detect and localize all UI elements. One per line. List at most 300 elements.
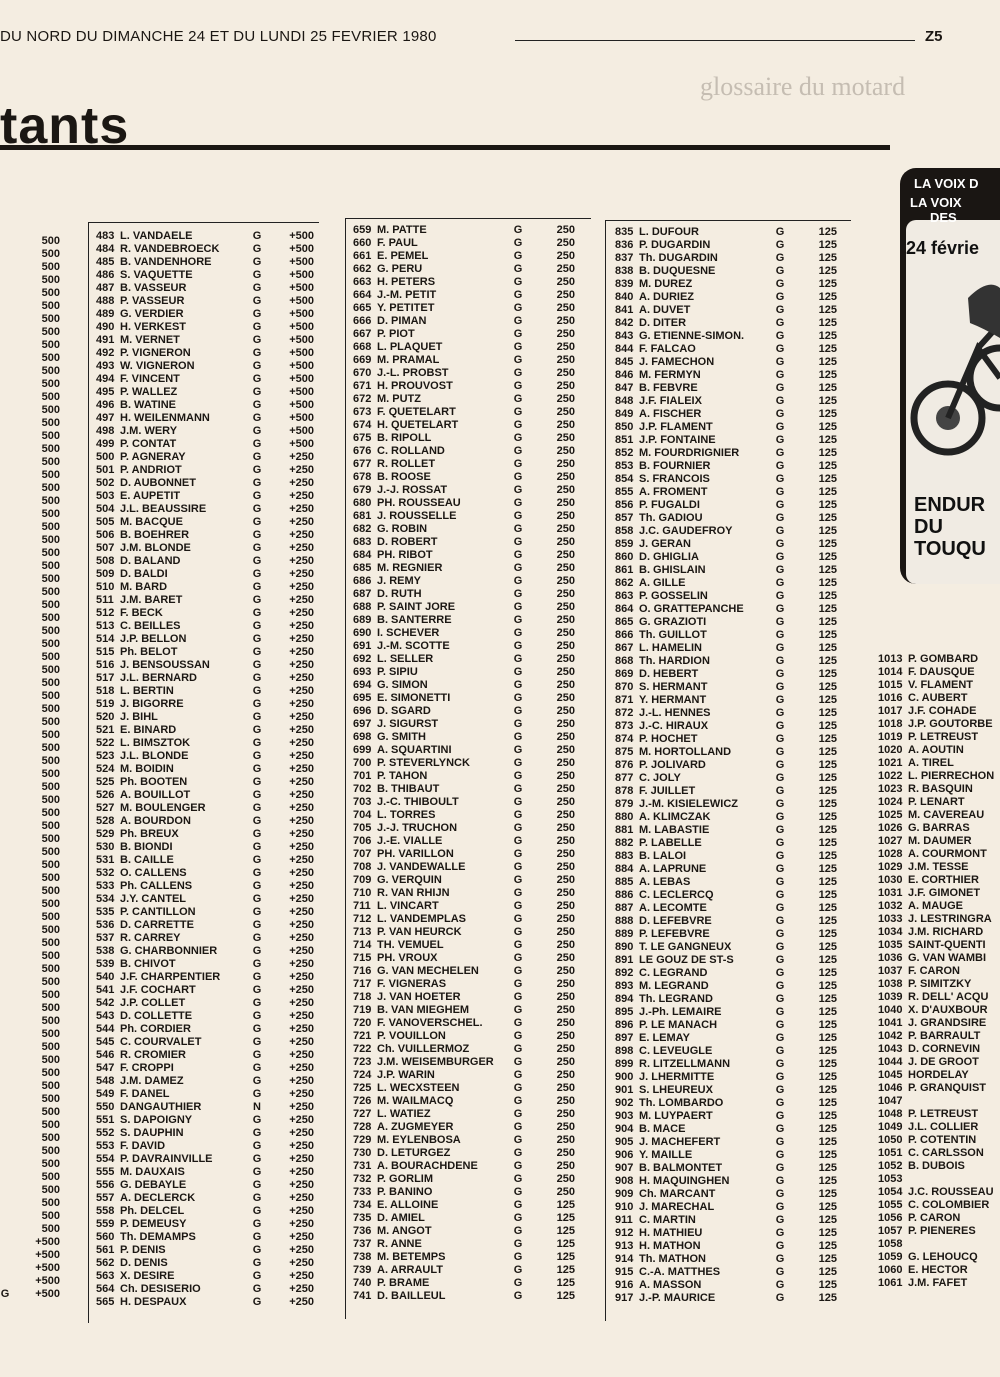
entrant-number: 513	[96, 620, 115, 632]
entrant-category: G	[513, 900, 523, 912]
entrant-row	[615, 564, 837, 577]
entrant-category: G	[513, 497, 523, 509]
entrant-row	[615, 668, 837, 681]
entrant-category: G	[252, 1023, 262, 1035]
entrant-name: Ph. DELCEL	[120, 1205, 185, 1217]
entrant-category: G	[775, 317, 785, 329]
entrant-displacement: +250	[289, 594, 314, 606]
entrant-displacement: 125	[818, 1175, 837, 1187]
entrant-category	[0, 768, 10, 781]
entrant-category	[0, 352, 10, 365]
entrant-row	[615, 798, 837, 811]
entrant-category: G	[775, 759, 785, 771]
entrant-displacement: 500	[41, 1028, 60, 1040]
entrant-displacement: +500	[35, 1288, 60, 1300]
entrant-displacement: 250	[556, 497, 575, 509]
entrant-number: 554	[96, 1153, 115, 1165]
entrant-name: G. ROBIN	[377, 523, 428, 535]
entrant-row	[353, 1160, 575, 1173]
entrant-row	[0, 768, 62, 781]
entrant-displacement: 125	[818, 1136, 837, 1148]
entrant-category: G	[0, 1288, 10, 1300]
entrant-displacement: 250	[556, 432, 575, 444]
entrant-category	[0, 1158, 10, 1171]
entrant-name: P. VAN HEURCK	[377, 926, 462, 938]
entrant-displacement: 125	[818, 330, 837, 342]
entrant-category: G	[775, 707, 785, 719]
entrant-row	[353, 939, 575, 952]
entrant-category	[0, 1080, 10, 1093]
entrant-row	[96, 373, 314, 386]
entrant-row	[878, 1108, 1000, 1121]
entrant-row	[353, 289, 575, 302]
entrant-name: B. FOURNIER	[639, 460, 711, 472]
entrant-category: G	[775, 1149, 785, 1161]
entrant-displacement: 500	[41, 885, 60, 897]
entrant-number: 512	[96, 607, 115, 619]
entrant-number: 911	[615, 1214, 633, 1226]
entrant-displacement: +250	[289, 1088, 314, 1100]
entrant-number: 1021	[878, 757, 903, 769]
entrant-number: 732	[353, 1173, 372, 1185]
entrant-row	[615, 876, 837, 889]
entrant-category: G	[252, 1270, 262, 1282]
entrant-displacement: 250	[556, 1186, 575, 1198]
entrant-number: 500	[96, 451, 115, 463]
entrant-row	[615, 356, 837, 369]
entrant-category: G	[252, 594, 262, 606]
entrant-number: 1015	[878, 679, 903, 691]
entrant-category: G	[252, 1062, 262, 1074]
entrant-number: 836	[615, 239, 634, 251]
entrant-category	[0, 1236, 10, 1249]
entrant-category	[0, 664, 10, 677]
entrant-row	[0, 612, 62, 625]
entrant-category: G	[513, 1212, 523, 1224]
entrant-row	[878, 1095, 1000, 1108]
entrant-number: 1019	[878, 731, 903, 743]
entrant-row	[878, 757, 1000, 770]
entrant-row	[0, 833, 62, 846]
entrant-name: J.-M. KISIELEWICZ	[639, 798, 738, 810]
entrant-number: 866	[615, 629, 634, 641]
entrant-category	[0, 612, 10, 625]
entrant-displacement: 250	[556, 692, 575, 704]
entrant-displacement: +250	[289, 1010, 314, 1022]
entrant-number: 1051	[878, 1147, 903, 1159]
entrant-displacement: 125	[818, 1240, 837, 1252]
entrant-category	[0, 885, 10, 898]
entrant-name: P. VIGNERON	[120, 347, 191, 359]
entrant-category: G	[252, 633, 262, 645]
entrant-category: G	[513, 1186, 523, 1198]
entrant-row	[615, 395, 837, 408]
entrant-displacement: 250	[556, 822, 575, 834]
entrant-category: G	[775, 460, 785, 472]
entrant-name: Th. DUGARDIN	[639, 252, 718, 264]
entrant-displacement: 125	[818, 1266, 837, 1278]
entrant-row	[615, 317, 837, 330]
entrant-number: 564	[96, 1283, 115, 1295]
entrant-name: R. CROMIER	[120, 1049, 186, 1061]
entrant-category	[0, 560, 10, 573]
entrant-number: 536	[96, 919, 115, 931]
entrant-row	[0, 287, 62, 300]
entrant-name: J.F. GIMONET	[908, 887, 981, 899]
entrant-number: 682	[353, 523, 372, 535]
entrant-name: S. DAPOIGNY	[120, 1114, 193, 1126]
entrant-row	[615, 733, 837, 746]
entrant-number: 1061	[878, 1277, 903, 1289]
entrant-row	[0, 703, 62, 716]
entrant-number: 889	[615, 928, 634, 940]
entrant-number: 494	[96, 373, 115, 385]
entrant-name: P. CONTAT	[120, 438, 177, 450]
entrant-category: G	[775, 1045, 785, 1057]
entrant-number: 691	[353, 640, 372, 652]
entrant-category: G	[252, 516, 262, 528]
entrant-displacement: 250	[556, 445, 575, 457]
entrant-displacement: +250	[289, 724, 314, 736]
entrant-number: 1053	[878, 1173, 903, 1185]
entrant-number: 668	[353, 341, 372, 353]
entrant-name: P. AGNERAY	[120, 451, 186, 463]
entrant-name: P. DUGARDIN	[639, 239, 711, 251]
entrant-category	[0, 573, 10, 586]
entrant-number: 505	[96, 516, 115, 528]
entrant-row	[353, 926, 575, 939]
entrant-displacement: 125	[818, 356, 837, 368]
entrant-name: M. BARD	[120, 581, 168, 593]
entrant-category: G	[513, 1095, 523, 1107]
entrant-row	[615, 577, 837, 590]
entrant-name: H. PETERS	[377, 276, 436, 288]
entrant-category: G	[252, 282, 262, 294]
advert-event-line-2: DU	[914, 516, 943, 538]
entrant-name: B. ROOSE	[377, 471, 431, 483]
entrant-number: 537	[96, 932, 115, 944]
entrant-name: C. MARTIN	[639, 1214, 696, 1226]
page-header: DU NORD DU DIMANCHE 24 ET DU LUNDI 25 FEVRIER 1980	[0, 28, 437, 45]
entrant-number: 839	[615, 278, 634, 290]
entrant-number: 541	[96, 984, 115, 996]
entrant-category: G	[513, 523, 523, 535]
entrant-row	[0, 651, 62, 664]
entrant-number: 854	[615, 473, 634, 485]
entrant-category: G	[775, 486, 785, 498]
entrant-displacement: 500	[41, 690, 60, 702]
entrant-name: A. COURMONT	[908, 848, 987, 860]
entrant-name	[908, 1173, 1000, 1186]
entrant-name: A. LAPRUNE	[639, 863, 707, 875]
entrant-displacement: 125	[818, 772, 837, 784]
entrant-category: G	[252, 828, 262, 840]
entrant-displacement: 125	[818, 1032, 837, 1044]
entrant-number: 483	[96, 230, 115, 242]
entrant-number: 557	[96, 1192, 115, 1204]
entrant-category	[0, 274, 10, 287]
entrant-number: 867	[615, 642, 634, 654]
entrant-number: 676	[353, 445, 372, 457]
entrant-number: 896	[615, 1019, 634, 1031]
entrant-category: G	[252, 646, 262, 658]
entrant-category	[0, 1223, 10, 1236]
entrant-displacement: 250	[556, 250, 575, 262]
entrant-number: 881	[615, 824, 634, 836]
entrant-row	[0, 560, 62, 573]
entrant-category: G	[252, 672, 262, 684]
entrant-name: P. HOCHET	[639, 733, 698, 745]
entrant-name: J.-L. PROBST	[377, 367, 449, 379]
entrant-row	[96, 1218, 314, 1231]
entrant-name: B. RIPOLL	[377, 432, 432, 444]
entrant-row	[0, 430, 62, 443]
entrant-row	[615, 655, 837, 668]
entrant-row	[878, 783, 1000, 796]
page-number: Z5	[925, 28, 943, 45]
entrant-name: Ch. VUILLERMOZ	[377, 1043, 470, 1055]
entrant-name: D. PIMAN	[377, 315, 427, 327]
entrant-number: 556	[96, 1179, 115, 1191]
entrant-displacement: +500	[289, 412, 314, 424]
entrant-name: A. FROMENT	[639, 486, 708, 498]
entrant-displacement: +500	[289, 256, 314, 268]
entrant-category	[0, 378, 10, 391]
entrant-displacement: 500	[41, 937, 60, 949]
entrant-number: 890	[615, 941, 634, 953]
entrant-row	[353, 770, 575, 783]
entrant-category: G	[513, 367, 523, 379]
entrant-displacement: 125	[818, 538, 837, 550]
entrant-category: G	[775, 811, 785, 823]
entrant-displacement: 250	[556, 549, 575, 561]
entrant-category: G	[252, 308, 262, 320]
entrant-number: 677	[353, 458, 372, 470]
entrant-category	[0, 1015, 10, 1028]
entrant-category: G	[513, 965, 523, 977]
entrant-displacement: +250	[289, 828, 314, 840]
entrant-row	[96, 1296, 314, 1309]
entrant-category: G	[513, 471, 523, 483]
entrant-displacement: 125	[818, 590, 837, 602]
entrant-name: Ph. BELOT	[120, 646, 178, 658]
entrant-row	[0, 872, 62, 885]
entrant-row	[615, 590, 837, 603]
entrant-number: 730	[353, 1147, 372, 1159]
entrant-number: 1048	[878, 1108, 903, 1120]
entrant-row	[353, 822, 575, 835]
entrant-number: 559	[96, 1218, 115, 1230]
entrant-name: C. LECLERCQ	[639, 889, 714, 901]
entrant-row	[0, 365, 62, 378]
entrant-displacement: 500	[41, 534, 60, 546]
entrant-category: G	[513, 809, 523, 821]
entrant-category	[0, 326, 10, 339]
entrant-row	[96, 685, 314, 698]
entrant-row	[353, 406, 575, 419]
entrant-name: F. CROPPI	[120, 1062, 174, 1074]
entrant-number: 878	[615, 785, 634, 797]
entrant-name: Th. HARDION	[639, 655, 710, 667]
entrant-displacement: 250	[556, 926, 575, 938]
entrant-row	[353, 705, 575, 718]
entrant-number: 561	[96, 1244, 115, 1256]
entrant-number: 523	[96, 750, 115, 762]
entrant-row	[96, 269, 314, 282]
entrant-name: P. LETREUST	[908, 1108, 979, 1120]
entrant-name: J.C. ROUSSEAU	[908, 1186, 994, 1198]
entrant-displacement: 250	[556, 1043, 575, 1055]
entrant-category: G	[513, 653, 523, 665]
entrant-displacement: 500	[41, 1223, 60, 1235]
entrant-category	[0, 456, 10, 469]
entrant-row	[615, 928, 837, 941]
entrant-category	[0, 1002, 10, 1015]
entrant-row	[96, 308, 314, 321]
entrant-number: 726	[353, 1095, 372, 1107]
entrant-number: 725	[353, 1082, 372, 1094]
entrant-row	[0, 417, 62, 430]
entrant-row	[0, 898, 62, 911]
entrant-number: 852	[615, 447, 634, 459]
entrant-category: G	[775, 1006, 785, 1018]
entrant-row	[0, 391, 62, 404]
entrant-category: G	[513, 1134, 523, 1146]
entrant-row	[878, 939, 1000, 952]
entrant-displacement: 125	[818, 1045, 837, 1057]
entrant-row	[878, 1251, 1000, 1264]
entrant-row	[96, 750, 314, 763]
entrant-row	[96, 360, 314, 373]
entrant-row	[353, 809, 575, 822]
entrant-row	[96, 295, 314, 308]
entrant-name: C. JOLY	[639, 772, 681, 784]
entrant-row	[0, 859, 62, 872]
entrant-displacement: +500	[289, 373, 314, 385]
entrant-name: G. CHARBONNIER	[120, 945, 218, 957]
entrant-row	[353, 276, 575, 289]
entrant-displacement: 250	[556, 913, 575, 925]
entrant-category: G	[513, 263, 523, 275]
entrant-number: 518	[96, 685, 115, 697]
entrant-row	[615, 915, 837, 928]
entrant-displacement: 250	[556, 978, 575, 990]
entrant-row	[0, 248, 62, 261]
entrant-row	[353, 1225, 575, 1238]
entrant-row	[0, 1184, 62, 1197]
motorcycle-illustration	[908, 268, 1000, 478]
entrant-category	[0, 833, 10, 846]
entrant-name: Th. GUILLOT	[639, 629, 707, 641]
entrant-name: G. BARRAS	[908, 822, 970, 834]
entrant-row	[353, 874, 575, 887]
entrant-name: Ch. MARCANT	[639, 1188, 716, 1200]
entrant-displacement: 250	[556, 510, 575, 522]
entrant-name: D. DENIS	[120, 1257, 168, 1269]
entrant-number: 1026	[878, 822, 903, 834]
entrant-displacement: 250	[556, 705, 575, 717]
entrant-name: M. BOIDIN	[120, 763, 174, 775]
entrant-displacement: 125	[818, 811, 837, 823]
entrant-row	[353, 536, 575, 549]
entrant-displacement: 250	[556, 341, 575, 353]
entrant-row	[96, 659, 314, 672]
entrant-number: 524	[96, 763, 115, 775]
entrant-name: J.F. CHARPENTIER	[120, 971, 221, 983]
entrant-displacement: +250	[289, 789, 314, 801]
entrant-row	[615, 616, 837, 629]
entrant-displacement: 250	[556, 419, 575, 431]
entrant-displacement: +500	[289, 347, 314, 359]
entrant-name: W. VIGNERON	[120, 360, 195, 372]
entrant-name: Th. LOMBARDO	[639, 1097, 724, 1109]
entrant-name: Ph. BREUX	[120, 828, 179, 840]
entrant-category: G	[252, 243, 262, 255]
entrant-number: 1060	[878, 1264, 903, 1276]
entrant-displacement: 250	[556, 484, 575, 496]
entrant-column-0	[0, 235, 62, 1301]
entrant-category: G	[252, 620, 262, 632]
entrant-displacement: 125	[818, 239, 837, 251]
entrant-category: G	[252, 1179, 262, 1191]
entrant-name: Ph. BOOTEN	[120, 776, 188, 788]
entrant-name: Ph. CALLENS	[120, 880, 193, 892]
entrant-displacement: +500	[289, 282, 314, 294]
entrant-number: 859	[615, 538, 634, 550]
entrant-number: 519	[96, 698, 115, 710]
entrant-name: B. GHISLAIN	[639, 564, 706, 576]
entrant-name: C. COURVALET	[120, 1036, 202, 1048]
entrant-category: G	[513, 1108, 523, 1120]
entrant-category: G	[775, 473, 785, 485]
entrant-category: G	[252, 295, 262, 307]
entrant-number: 722	[353, 1043, 372, 1055]
entrant-number: 724	[353, 1069, 372, 1081]
entrant-displacement: 500	[41, 859, 60, 871]
entrant-number: 562	[96, 1257, 115, 1269]
entrant-displacement: 125	[818, 525, 837, 537]
entrant-number: 504	[96, 503, 115, 515]
entrant-number: 733	[353, 1186, 372, 1198]
entrant-displacement: +250	[289, 1205, 314, 1217]
entrant-row	[353, 1290, 575, 1303]
entrant-row	[353, 588, 575, 601]
entrant-number: 702	[353, 783, 372, 795]
entrant-row	[0, 1210, 62, 1223]
entrant-column-2	[353, 224, 575, 1303]
entrant-number: 520	[96, 711, 115, 723]
entrant-number: 694	[353, 679, 372, 691]
entrant-category: G	[513, 1069, 523, 1081]
entrant-displacement: +250	[289, 490, 314, 502]
entrant-category	[0, 1054, 10, 1067]
entrant-displacement: 125	[818, 967, 837, 979]
entrant-displacement: 500	[41, 469, 60, 481]
entrant-displacement: 125	[818, 759, 837, 771]
entrant-number: 492	[96, 347, 115, 359]
entrant-category: G	[252, 880, 262, 892]
entrant-displacement: 250	[556, 991, 575, 1003]
entrant-number: 1035	[878, 939, 903, 951]
entrant-category: G	[513, 549, 523, 561]
entrant-displacement: +250	[289, 1231, 314, 1243]
entrant-displacement: 500	[41, 495, 60, 507]
entrant-row	[0, 339, 62, 352]
entrant-number: 862	[615, 577, 634, 589]
entrant-number: 715	[353, 952, 372, 964]
entrant-name: J.L. BERNARD	[120, 672, 198, 684]
entrant-row	[878, 1134, 1000, 1147]
